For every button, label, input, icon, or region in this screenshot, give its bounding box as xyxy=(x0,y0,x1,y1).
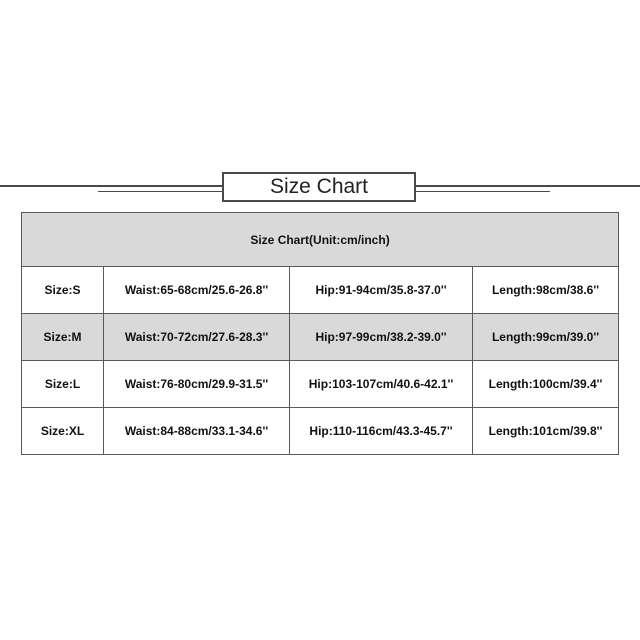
waist-cell: Waist:70-72cm/27.6-28.3'' xyxy=(104,314,290,361)
table-row xyxy=(22,267,619,314)
hip-cell: Hip:91-94cm/35.8-37.0'' xyxy=(290,267,473,314)
table-header-row xyxy=(22,213,619,267)
title-rule-right-inner xyxy=(414,191,550,192)
size-cell: Size:L xyxy=(22,361,104,408)
waist-cell: Waist:65-68cm/25.6-26.8'' xyxy=(104,267,290,314)
page-title: Size Chart xyxy=(269,175,369,198)
table-row xyxy=(22,408,619,455)
table-row xyxy=(22,314,619,361)
title-rule-right xyxy=(414,185,640,187)
title-box xyxy=(222,172,416,202)
size-chart-table xyxy=(21,212,619,455)
size-cell: Size:M xyxy=(22,314,104,361)
size-cell: Size:S xyxy=(22,267,104,314)
title-box-bottom-border xyxy=(224,200,414,202)
length-cell: Length:100cm/39.4'' xyxy=(473,361,619,408)
waist-cell: Waist:84-88cm/33.1-34.6'' xyxy=(104,408,290,455)
table-row xyxy=(22,361,619,408)
size-cell: Size:XL xyxy=(22,408,104,455)
title-rule-left xyxy=(0,185,224,187)
hip-cell: Hip:97-99cm/38.2-39.0'' xyxy=(290,314,473,361)
length-cell: Length:98cm/38.6'' xyxy=(473,267,619,314)
waist-cell: Waist:76-80cm/29.9-31.5'' xyxy=(104,361,290,408)
hip-cell: Hip:110-116cm/43.3-45.7'' xyxy=(290,408,473,455)
hip-cell: Hip:103-107cm/40.6-42.1'' xyxy=(290,361,473,408)
table-header: Size Chart(Unit:cm/inch) xyxy=(22,213,619,267)
length-cell: Length:99cm/39.0'' xyxy=(473,314,619,361)
title-rule-left-inner xyxy=(98,191,224,192)
length-cell: Length:101cm/39.8'' xyxy=(473,408,619,455)
